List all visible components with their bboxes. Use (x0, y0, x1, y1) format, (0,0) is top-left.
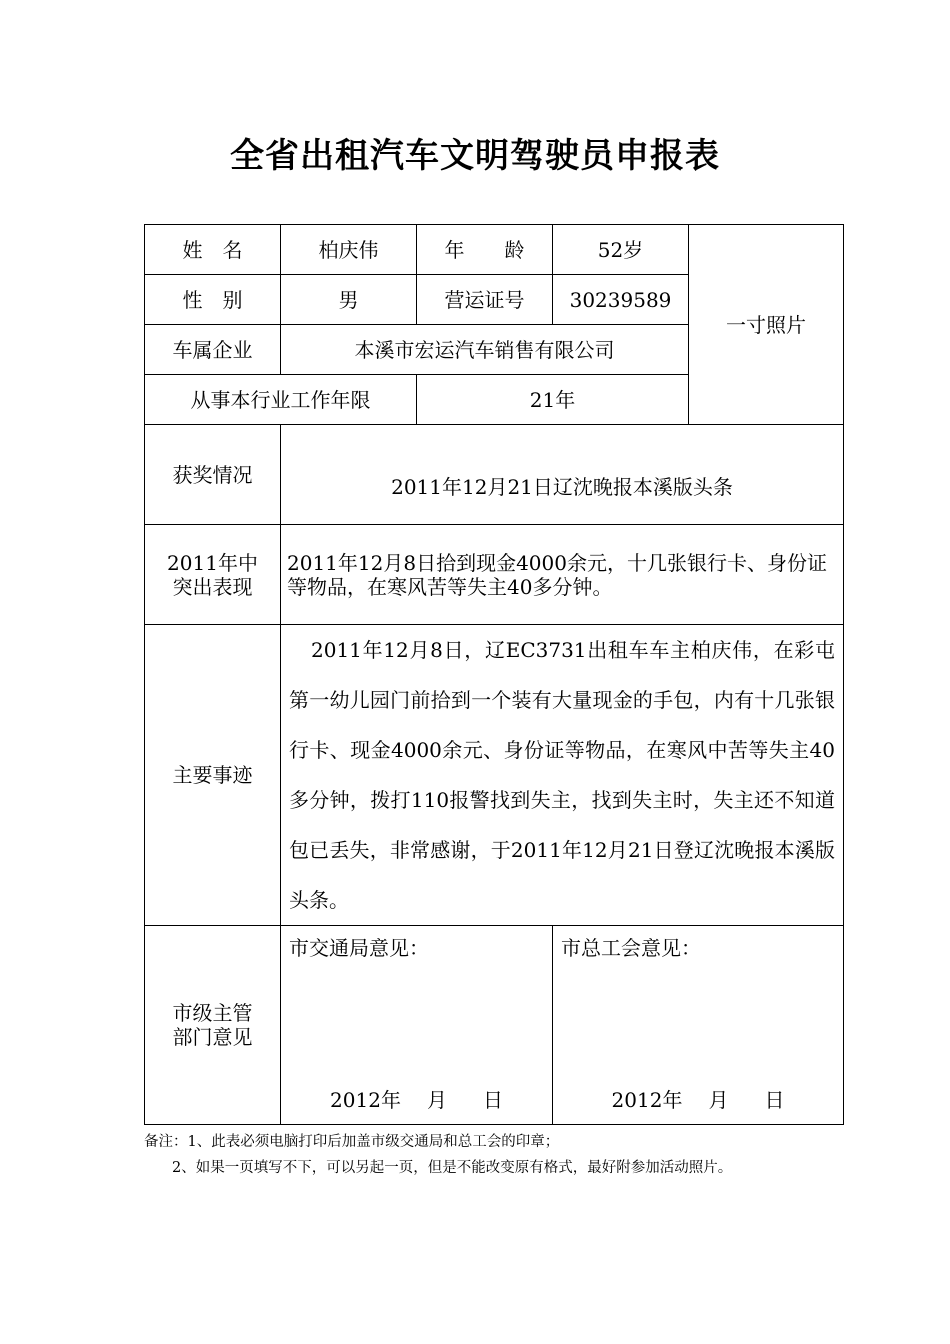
transport-opinion-label: 市交通局意见： (289, 936, 429, 960)
years-label: 从事本行业工作年限 (145, 375, 417, 425)
date-year: 2012年 (330, 1088, 401, 1112)
performance-label-line2: 突出表现 (172, 574, 253, 599)
page-title: 全省出租汽车文明驾驶员申报表 (230, 136, 720, 176)
award-value: 2011年12月21日辽沈晚报本溪版头条 (391, 474, 733, 499)
opinion-label-line2: 部门意见 (172, 1025, 253, 1049)
date-month: 月 (708, 1088, 729, 1112)
application-form-table (144, 224, 844, 1125)
company-value: 本溪市宏运汽车销售有限公司 (281, 325, 689, 375)
union-opinion-label: 市总工会意见： (561, 936, 701, 960)
deeds-value-cell (281, 625, 844, 926)
date-day: 日 (764, 1088, 785, 1112)
name-label: 姓 名 (145, 225, 281, 275)
performance-label-line1: 2011年中 (167, 550, 258, 575)
years-value: 21年 (417, 375, 689, 425)
deeds-value: 2011年12月8日，辽EC3731出租车车主柏庆伟，在彩屯第一幼儿园门前拾到一个装有大量现金的手包，内有十几张银行卡、现金4000余元、身份证等物品，在寒风中苦等失主40多分钟，拨打110报警找到失主，找到失主时，失主还不知道包已丢失，非常感谢，于2011年12月21日登辽沈晚报本溪版头条。 (289, 638, 835, 912)
date-year: 2012年 (611, 1088, 683, 1112)
transport-opinion-cell (281, 926, 553, 1125)
gender-label: 性 别 (145, 275, 281, 325)
award-label: 获奖情况 (145, 425, 281, 525)
gender-value: 男 (281, 275, 417, 325)
company-label: 车属企业 (145, 325, 281, 375)
note-line-1: 备注：1、此表必须电脑打印后加盖市级交通局和总工会的印章； (144, 1134, 560, 1150)
union-opinion-cell (553, 926, 844, 1125)
transport-opinion-date (281, 1088, 552, 1112)
deeds-label: 主要事迹 (145, 625, 281, 926)
license-value: 30239589 (553, 275, 689, 325)
age-label: 年 龄 (417, 225, 553, 275)
union-opinion-date (553, 1088, 843, 1112)
award-value-cell (281, 425, 844, 525)
opinion-label (145, 926, 281, 1125)
photo-placeholder: 一寸照片 (689, 225, 844, 425)
note-line-2: 2、如果一页填写不下，可以另起一页，但是不能改变原有格式，最好附参加活动照片。 (172, 1160, 733, 1176)
name-value: 柏庆伟 (281, 225, 417, 275)
opinion-label-line1: 市级主管 (172, 1001, 253, 1025)
performance-value: 2011年12月8日拾到现金4000余元，十几张银行卡、身份证等物品，在寒风苦等失主40多分钟。 (281, 525, 844, 625)
date-month: 月 (426, 1088, 447, 1112)
age-value: 52岁 (553, 225, 689, 275)
performance-label (145, 525, 281, 625)
date-day: 日 (482, 1088, 503, 1112)
license-label: 营运证号 (417, 275, 553, 325)
